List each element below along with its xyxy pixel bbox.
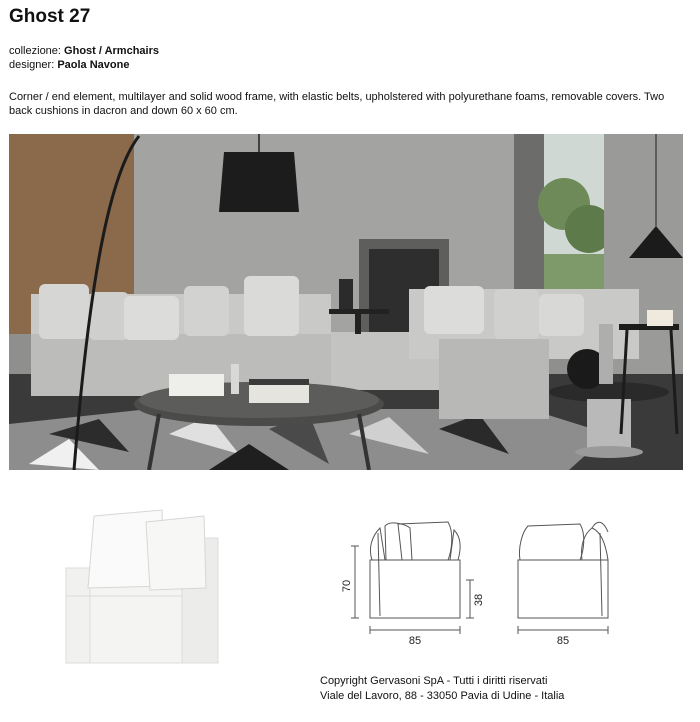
collection-label: collezione: — [9, 45, 61, 57]
address-text: Viale del Lavoro, 88 - 33050 Pavia di Udine - Italia — [320, 690, 565, 702]
living-room-photo — [9, 134, 683, 470]
side-view — [518, 522, 608, 618]
collection-line — [9, 44, 159, 58]
seat-height-label: 38 — [473, 593, 485, 607]
dimension-drawing — [330, 488, 650, 658]
height-label: 70 — [341, 579, 353, 593]
front-width-label: 85 — [408, 635, 422, 647]
pendant-lamp — [219, 152, 299, 212]
designer-label: designer: — [9, 59, 55, 71]
side-width-label: 85 — [556, 635, 570, 647]
living-room-illustration — [9, 134, 683, 470]
copyright-text: Copyright Gervasoni SpA - Tutti i diritti riservati — [320, 675, 548, 687]
armchair-illustration — [64, 508, 224, 668]
product-title: Ghost 27 — [9, 6, 91, 27]
technical-drawings — [330, 488, 650, 658]
footer-copyright — [320, 674, 564, 704]
product-meta — [9, 44, 159, 72]
collection-value: Ghost / Armchairs — [64, 45, 159, 57]
product-description: Corner / end element, multilayer and solid wood frame, with elastic belts, upholstered with polyurethane foams, removable covers. Two back cushions in dacron and down 60 x 60 cm. — [9, 91, 665, 117]
designer-value: Paola Navone — [57, 59, 130, 71]
front-view — [370, 522, 460, 618]
designer-line — [9, 58, 159, 72]
armchair-product-image — [64, 508, 224, 668]
